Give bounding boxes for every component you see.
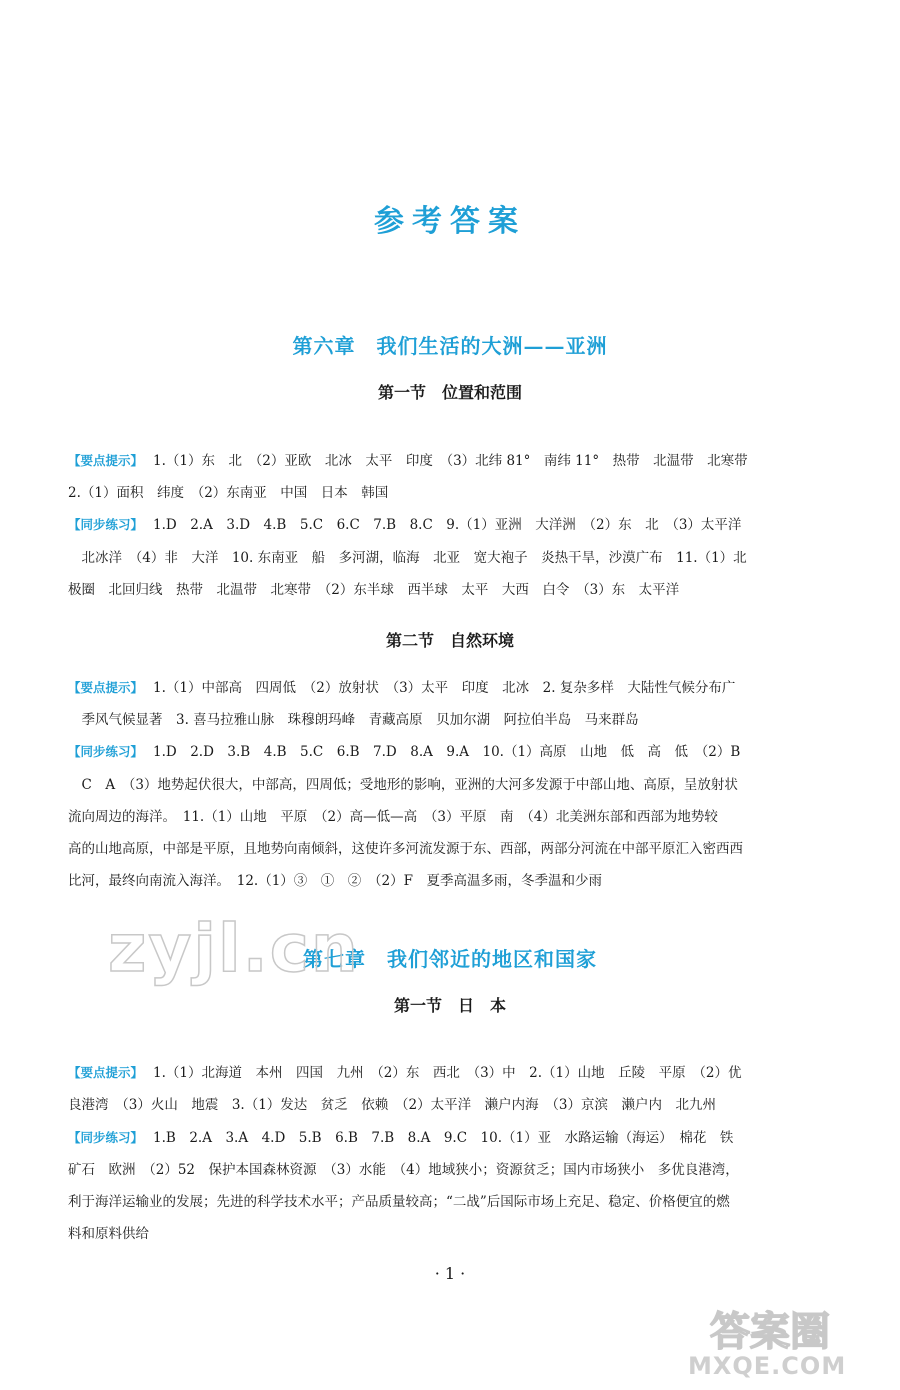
answer-text: 1.D 2.D 3.B 4.B 5.C 6.B 7.D 8.A 9.A 10.（1）高原 山地 低 高 低 （2）B (153, 744, 741, 760)
key-points-tag: 【要点提示】 (68, 1065, 144, 1080)
answer-line (68, 1095, 808, 1115)
answer-line (68, 710, 808, 730)
answer-text: 1.（1）中部高 四周低 （2）放射状 （3）太平 印度 北冰 2. 复杂多样 大陆性气候分布广 (153, 680, 736, 696)
answer-line (68, 1128, 808, 1148)
answer-line (68, 742, 808, 762)
answer-line (68, 839, 808, 859)
practice-tag: 【同步练习】 (68, 517, 144, 532)
answer-text: 北冰洋 （4）非 大洋 10. 东南亚 船 多河湖，临海 北亚 宽大袍子 炎热干旱，沙漠广布 11.（1）北 (68, 550, 747, 566)
answer-text: 比河，最终向南流入海洋。 12.（1）③ ① ② （2）F 夏季高温多雨，冬季温和少雨 (68, 873, 603, 889)
section-heading: 第一节 位置和范围 (377, 383, 522, 402)
answer-text: 极圈 北回归线 热带 北温带 北寒带 （2）东半球 西半球 太平 大西 白令 （3）东 太平洋 (68, 582, 680, 598)
answer-line (68, 1160, 808, 1180)
key-points-tag: 【要点提示】 (68, 680, 144, 695)
chapter-heading: 第六章 我们生活的大洲——亚洲 (292, 334, 608, 358)
answer-text: 良港湾 （3）火山 地震 3.（1）发达 贫乏 依赖 （2）太平洋 濑户内海 （3）京滨 濑户内 北九州 (68, 1097, 716, 1113)
section-heading: 第一节 日 本 (393, 996, 506, 1015)
answer-line (68, 1192, 808, 1212)
answer-text: C A （3）地势起伏很大，中部高，四周低；受地形的影响，亚洲的大河多发源于中部山地、高原，呈放射状 (68, 777, 738, 793)
watermark-url: MXQE.COM (688, 1352, 847, 1380)
answer-line (68, 580, 808, 600)
answer-line (68, 871, 808, 891)
answer-text: 1.（1）东 北 （2）亚欧 北冰 太平 印度 （3）北纬 81° 南纬 11° 热带 北温带 北寒带 (153, 453, 748, 469)
watermark-logo: 答案圈 (710, 1309, 830, 1355)
answer-line (68, 451, 808, 471)
watermark-left: zyjl.cn (108, 910, 360, 987)
practice-tag: 【同步练习】 (68, 1130, 144, 1145)
answer-line (68, 483, 808, 503)
section-heading: 第二节 自然环境 (385, 631, 514, 650)
answer-text: 料和原料供给 (68, 1226, 149, 1242)
page-number: · 1 · (434, 1264, 466, 1283)
page-title: 参考答案 (374, 204, 526, 239)
chapter-heading: 第七章 我们邻近的地区和国家 (303, 947, 597, 971)
answer-line (68, 1224, 808, 1244)
answer-line (68, 775, 808, 795)
answer-line (68, 515, 808, 535)
answer-text: 流向周边的海洋。 11.（1）山地 平原 （2）高—低—高 （3）平原 南 （4）北美洲东部和西部为地势较 (68, 809, 718, 825)
answer-line (68, 807, 808, 827)
answer-text: 利于海洋运输业的发展；先进的科学技术水平；产品质量较高；“二战”后国际市场上充足、稳定、价格便宜的燃 (68, 1194, 730, 1210)
answer-text: 1.D 2.A 3.D 4.B 5.C 6.C 7.B 8.C 9.（1）亚洲 大洋洲 （2）东 北 （3）太平洋 (153, 517, 742, 533)
answer-text: 2.（1）面积 纬度 （2）东南亚 中国 日本 韩国 (68, 485, 389, 501)
answer-text: 矿石 欧洲 （2）52 保护本国森林资源 （3）水能 （4）地域狭小；资源贫乏；国内市场狭小 多优良港湾， (68, 1162, 739, 1178)
key-points-tag: 【要点提示】 (68, 453, 144, 468)
answer-text: 高的山地高原，中部是平原，且地势向南倾斜，这使许多河流发源于东、西部，两部分河流在中部平原汇入密西西 (68, 841, 743, 857)
answer-line (68, 548, 808, 568)
answer-text: 1.（1）北海道 本州 四国 九州 （2）东 西北 （3）中 2.（1）山地 丘陵 平原 （2）优 (153, 1065, 742, 1081)
answer-line (68, 678, 808, 698)
answer-line (68, 1063, 808, 1083)
answer-text: 季风气候显著 3. 喜马拉雅山脉 珠穆朗玛峰 青藏高原 贝加尔湖 阿拉伯半岛 马来群岛 (68, 712, 639, 728)
practice-tag: 【同步练习】 (68, 744, 144, 759)
answer-text: 1.B 2.A 3.A 4.D 5.B 6.B 7.B 8.A 9.C 10.（1）亚 水路运输（海运） 棉花 铁 (153, 1130, 734, 1146)
